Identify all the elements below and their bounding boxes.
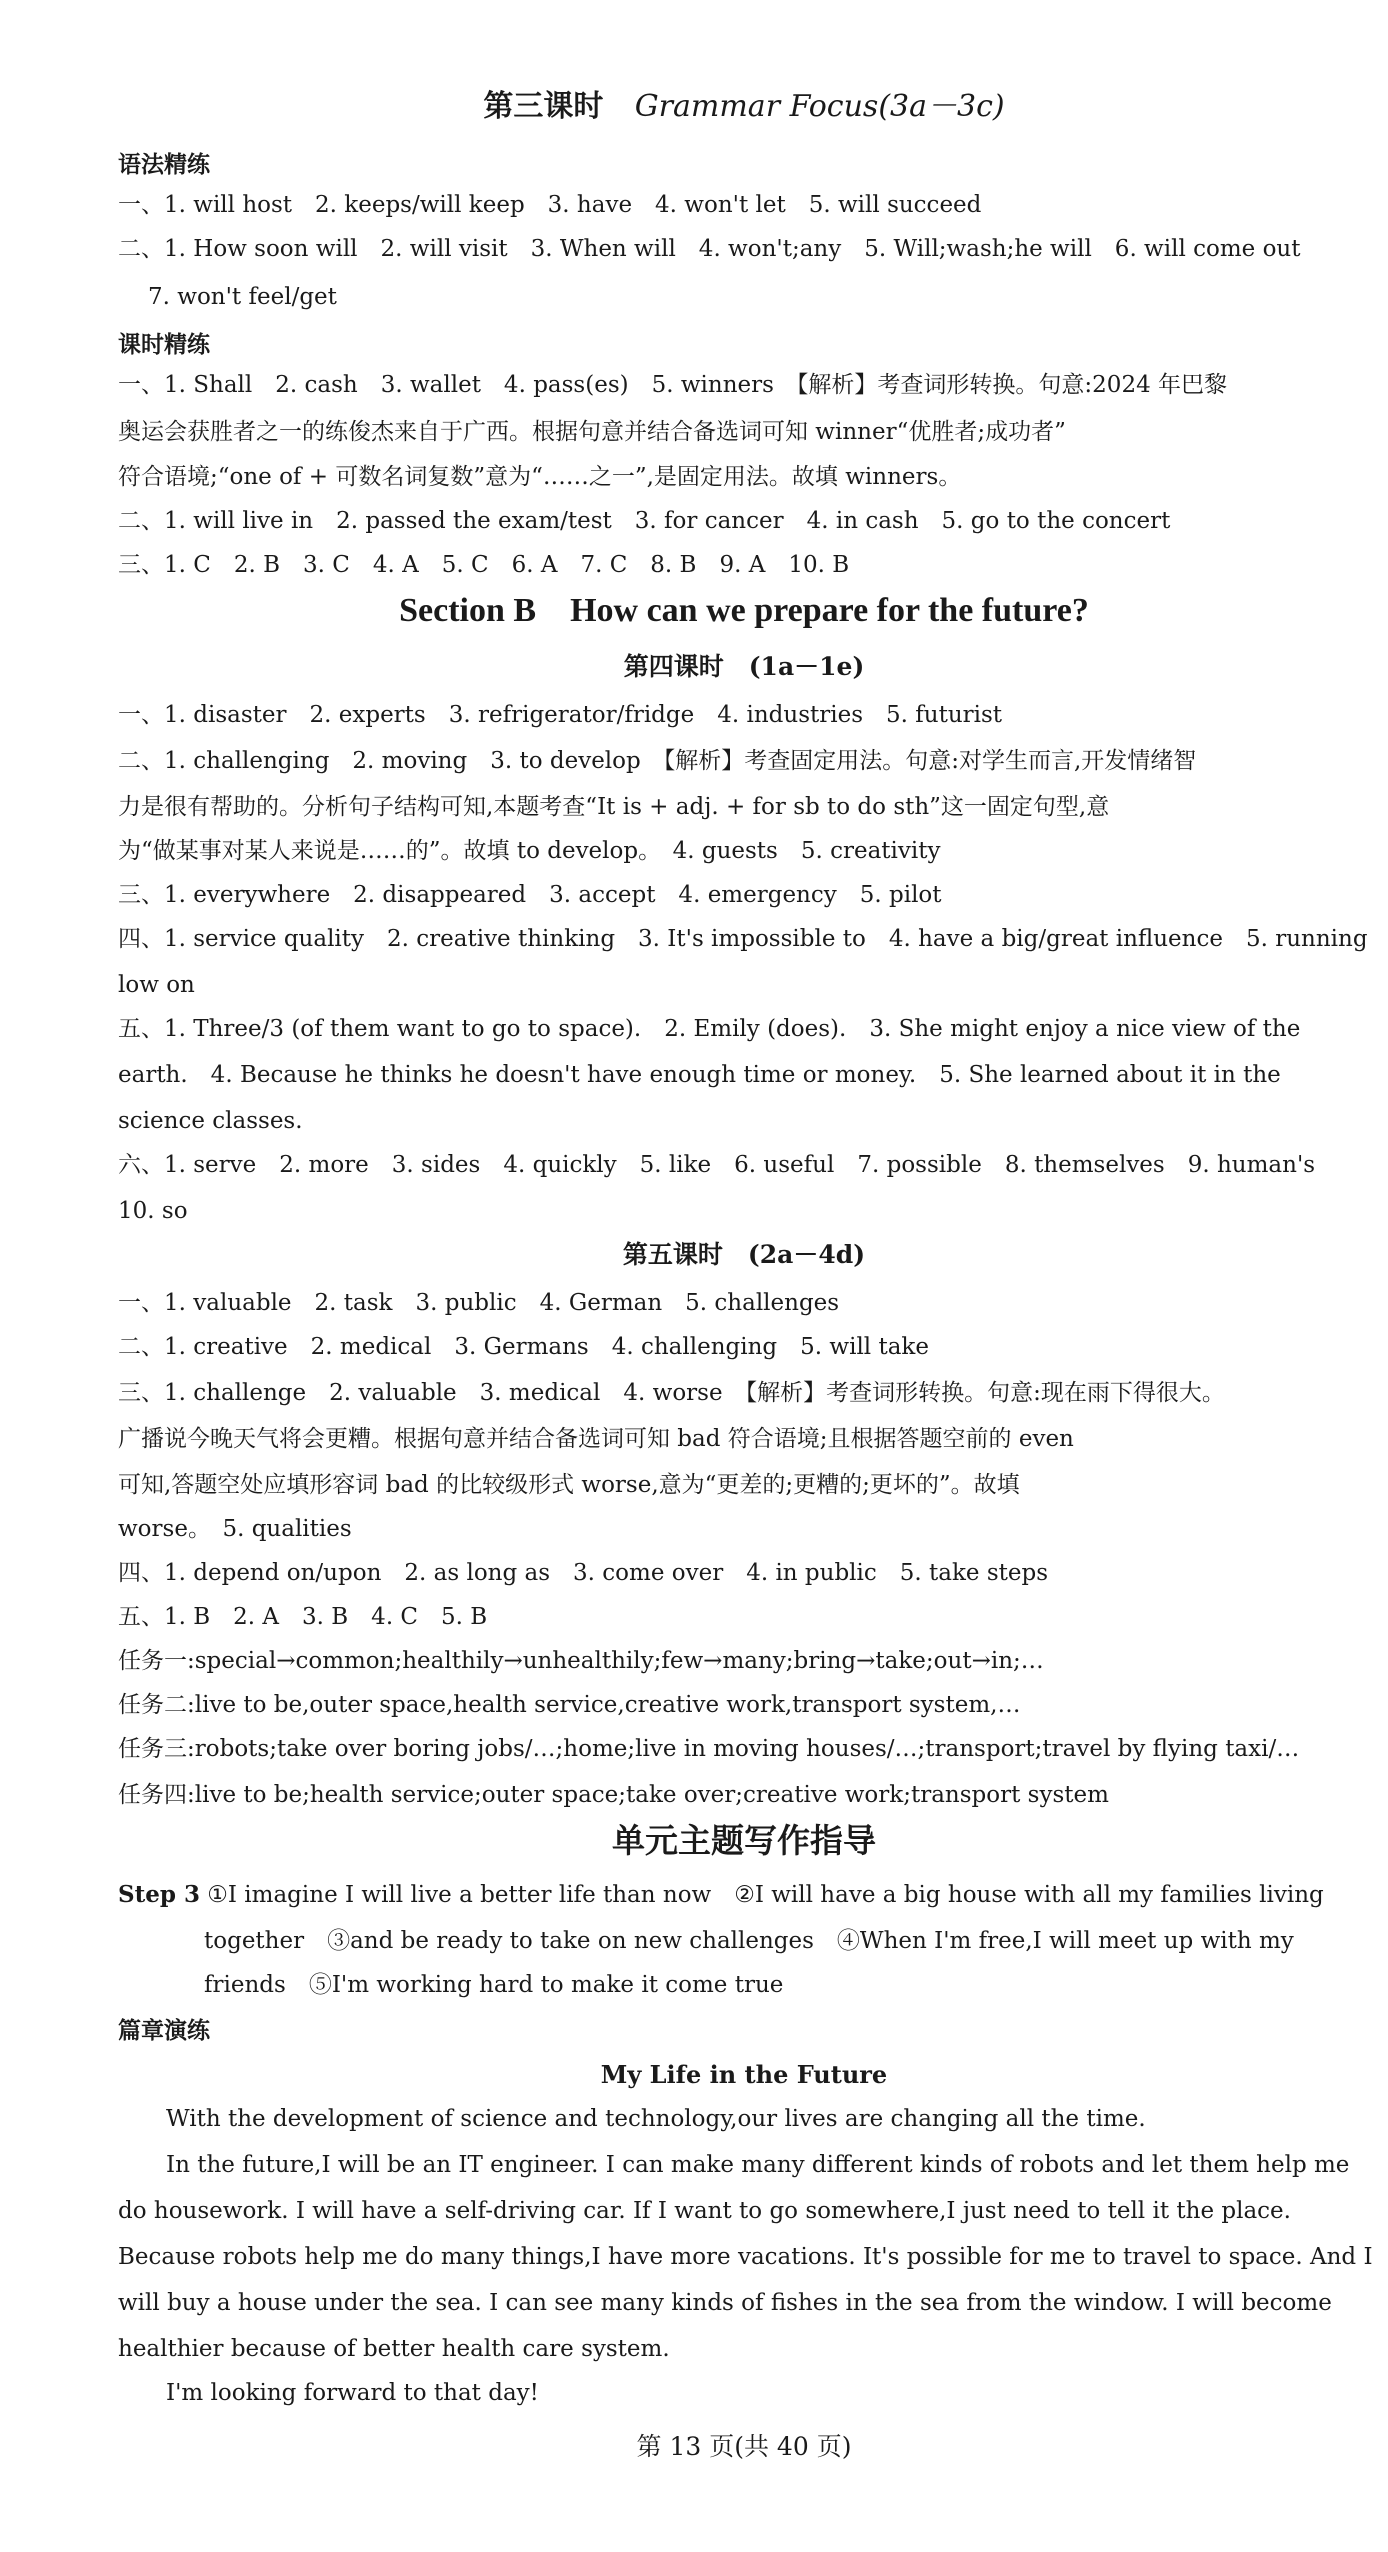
step3-sentences-1: ①I imagine I will live a better life than now ②I will have a big house with all my families living (207, 1882, 1324, 1908)
class-answers-1: 一、1. Shall 2. cash 3. wallet 4. pass(es) 5. winners 【解析】考查词形转换。句意:2024 年巴黎 (118, 372, 1228, 398)
lesson4-title: 第四课时 (1a－1e) (623, 652, 865, 681)
class-answers-2: 二、1. will live in 2. passed the exam/test 3. for cancer 4. in cash 5. go to the concert (118, 508, 1171, 534)
essay-paragraph-1: With the development of science and technology,our lives are changing all the time. (166, 2106, 1146, 2132)
lesson5-answers-3b: 广播说今晚天气将会更糟。根据句意并结合备选词可知 bad 符合语境;且根据答题空前的 even (118, 1426, 1074, 1452)
lesson5-answers-4: 四、1. depend on/upon 2. as long as 3. come over 4. in public 5. take steps (118, 1560, 1049, 1586)
lesson4-answers-2b: 力是很有帮助的。分析句子结构可知,本题考查“It is + adj. + for sb to do sth”这一固定句型,意 (118, 794, 1110, 820)
writing-guide-title: 单元主题写作指导 (612, 1821, 876, 1860)
lesson5-answers-3: 三、1. challenge 2. valuable 3. medical 4. worse 【解析】考查词形转换。句意:现在雨下得很大。 (118, 1380, 1225, 1406)
section-b-title: Section B How can we prepare for the future? (399, 592, 1089, 629)
lesson5-title: 第五课时 (2a－4d) (622, 1240, 866, 1269)
task-1: 任务一:special→common;healthily→unhealthily;few→many;bring→take;out→in;… (118, 1648, 1044, 1674)
grammar-answers-2: 二、1. How soon will 2. will visit 3. When will 4. won't;any 5. Will;wash;he will 6. will come out (118, 236, 1301, 262)
page-number: 第 13 页(共 40 页) (636, 2432, 852, 2461)
step3-line-1 (118, 1880, 1324, 1910)
lesson4-answers-3: 三、1. everywhere 2. disappeared 3. accept 4. emergency 5. pilot (118, 882, 942, 908)
class-answers-1b: 奥运会获胜者之一的练俊杰来自于广西。根据句意并结合备选词可知 winner“优胜者;成功者” (118, 419, 1066, 445)
lesson4-answers-1: 一、1. disaster 2. experts 3. refrigerator/fridge 4. industries 5. futurist (118, 702, 1003, 728)
lesson3-title-en: Grammar Focus (634, 89, 879, 124)
essay-paragraph-3: I'm looking forward to that day! (166, 2380, 539, 2406)
lesson3-title (118, 89, 1370, 124)
grammar-answers-1: 一、1. will host 2. keeps/will keep 3. have 4. won't let 5. will succeed (118, 192, 982, 218)
lesson4-answers-4: 四、1. service quality 2. creative thinking 3. It's impossible to 4. have a big/great influence 5. running (118, 926, 1368, 952)
task-2: 任务二:live to be,outer space,health service,creative work,transport system,… (118, 1692, 1021, 1718)
step3-line-3: friends ⑤I'm working hard to make it come true (204, 1972, 784, 1998)
essay-paragraph-2c: Because robots help me do many things,I have more vacations. It's possible for me to travel to space. And I (118, 2244, 1373, 2270)
grammar-heading: 语法精练 (118, 151, 210, 178)
lesson5-answers-5: 五、1. B 2. A 3. B 4. C 5. B (118, 1604, 488, 1630)
lesson4-answers-2c: 为“做某事对某人来说是……的”。故填 to develop。 4. guests 5. creativity (118, 838, 941, 864)
grammar-answers-2b: 7. won't feel/get (148, 284, 337, 310)
lesson4-answers-6b: 10. so (118, 1198, 188, 1224)
lesson4-answers-2: 二、1. challenging 2. moving 3. to develop 【解析】考查固定用法。句意:对学生而言,开发情绪智 (118, 748, 1197, 774)
task-4: 任务四:live to be;health service;outer space;take over;creative work;transport system (118, 1782, 1109, 1808)
practice-heading: 篇章演练 (118, 2017, 210, 2044)
lesson4-answers-5b: earth. 4. Because he thinks he doesn't have enough time or money. 5. She learned about it in the (118, 1062, 1281, 1088)
lesson4-answers-5: 五、1. Three/3 (of them want to go to space). 2. Emily (does). 3. She might enjoy a nice view of the (118, 1016, 1301, 1042)
lesson4-answers-5c: science classes. (118, 1108, 303, 1134)
class-answers-1c: 符合语境;“one of + 可数名词复数”意为“……之一”,是固定用法。故填 winners。 (118, 464, 962, 490)
lesson3-title-range: (3a－3c) (878, 89, 1005, 124)
step3-line-2: together ③and be ready to take on new challenges ④When I'm free,I will meet up with my (204, 1928, 1294, 1954)
lesson5-answers-2: 二、1. creative 2. medical 3. Germans 4. challenging 5. will take (118, 1334, 929, 1360)
task-3: 任务三:robots;take over boring jobs/…;home;live in moving houses/…;transport;travel by flying taxi/… (118, 1736, 1300, 1762)
lesson4-answers-6: 六、1. serve 2. more 3. sides 4. quickly 5. like 6. useful 7. possible 8. themselves 9. human's (118, 1152, 1316, 1178)
class-practice-heading: 课时精练 (118, 331, 210, 358)
lesson3-title-cn: 第三课时 (483, 89, 604, 124)
lesson5-answers-3d: worse。 5. qualities (118, 1516, 352, 1542)
lesson5-answers-1: 一、1. valuable 2. task 3. public 4. German 5. challenges (118, 1290, 840, 1316)
lesson5-answers-3c: 可知,答题空处应填形容词 bad 的比较级形式 worse,意为“更差的;更糟的;更坏的”。故填 (118, 1472, 1020, 1498)
essay-paragraph-2b: do housework. I will have a self-driving car. If I want to go somewhere,I just need to tell it the place. (118, 2198, 1291, 2224)
lesson4-answers-4b: low on (118, 972, 195, 998)
essay-paragraph-2a: In the future,I will be an IT engineer. I can make many different kinds of robots and let them help me (166, 2152, 1350, 2178)
step3-label: Step 3 (118, 1881, 200, 1908)
essay-paragraph-2e: healthier because of better health care system. (118, 2336, 670, 2362)
essay-title: My Life in the Future (600, 2060, 888, 2089)
class-answers-3: 三、1. C 2. B 3. C 4. A 5. C 6. A 7. C 8. B 9. A 10. B (118, 552, 850, 578)
essay-paragraph-2d: will buy a house under the sea. I can see many kinds of fishes in the sea from the window. I will become (118, 2290, 1332, 2316)
